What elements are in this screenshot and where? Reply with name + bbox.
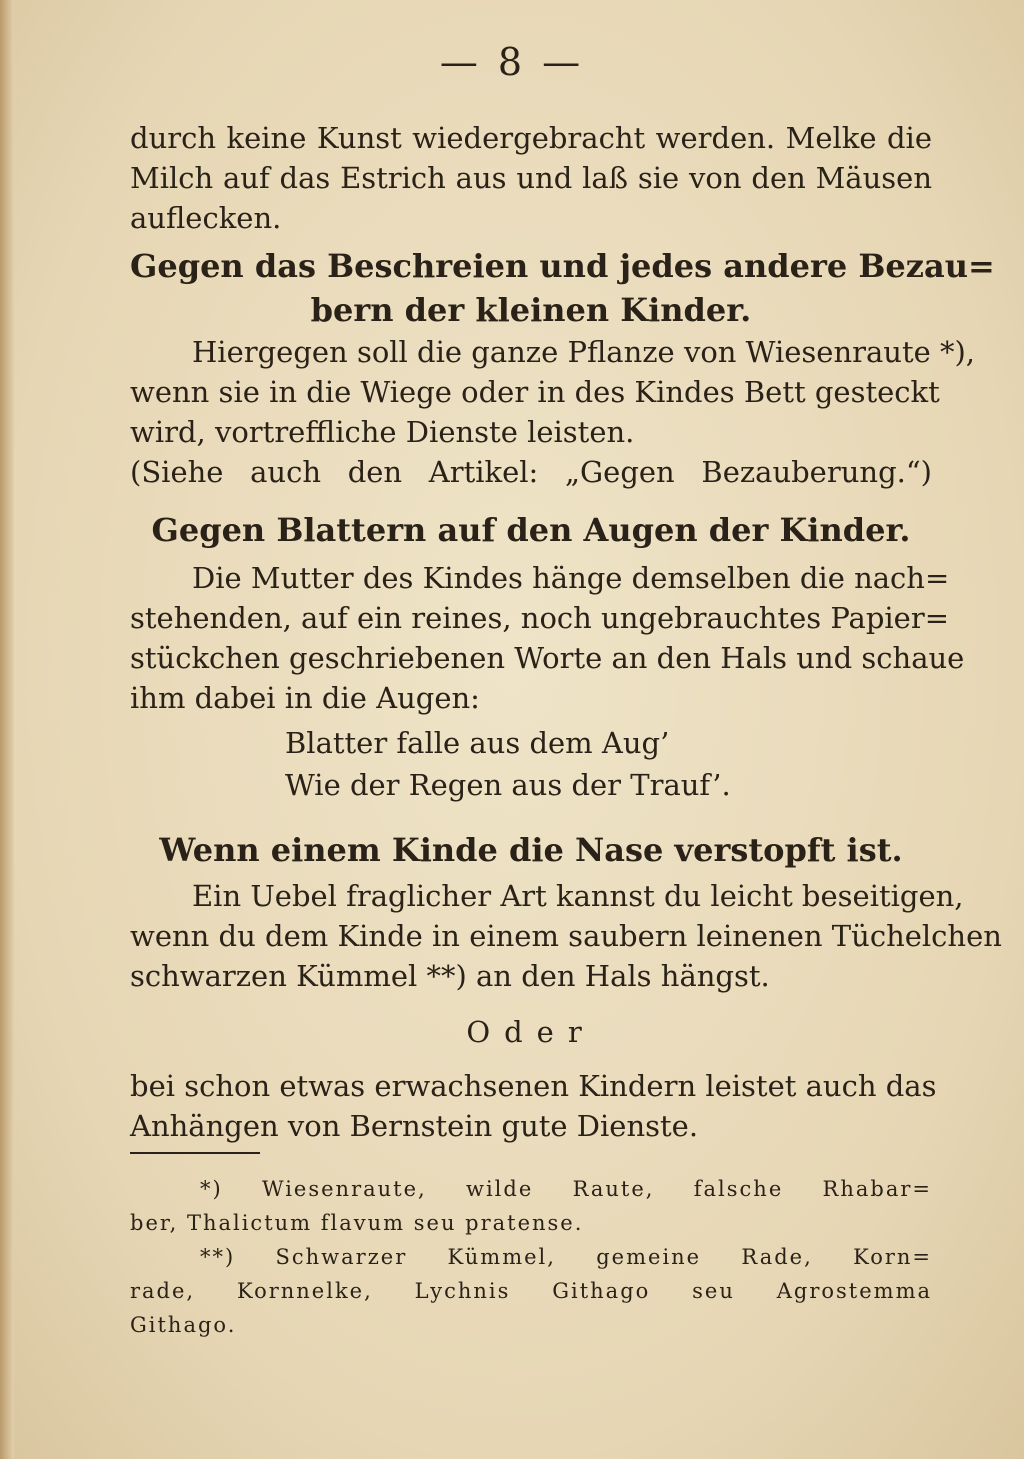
paragraph-nase	[130, 876, 1002, 996]
page-spine-shadow	[0, 0, 14, 1459]
page-number: — 8 —	[439, 40, 585, 84]
footnote-line: ber, Thalictum flavum seu pratense.	[130, 1211, 584, 1235]
text-line: wird, vortreffliche Dienste leisten.	[130, 415, 635, 449]
text-line: Anhängen von Bernstein gute Dienste.	[130, 1109, 699, 1143]
footnote-line: **) Schwarzer Kümmel, gemeine Rade, Korn=	[200, 1245, 932, 1269]
text-line: wenn du dem Kinde in einem saubern leinenen Tüchelchen	[130, 919, 1002, 953]
section-heading-blattern: Gegen Blattern auf den Augen der Kinder.	[151, 511, 911, 549]
heading-line: bern der kleinen Kinder.	[310, 291, 752, 329]
section-heading-beschreien	[130, 244, 995, 332]
text-line: wenn sie in die Wiege oder in des Kindes Bett gesteckt	[130, 375, 940, 409]
footnotes	[130, 1172, 932, 1342]
text-line: Die Mutter des Kindes hänge demselben die nach=	[192, 561, 950, 595]
verse-line: Wie der Regen aus der Trauf’.	[285, 768, 731, 802]
cross-reference-line: (Siehe auch den Artikel: „Gegen Bezauberung.“)	[130, 455, 932, 489]
text-line: Hiergegen soll die ganze Pflanze von Wiesenraute *),	[192, 335, 976, 369]
section-heading-nase: Wenn einem Kinde die Nase verstopft ist.	[159, 831, 903, 869]
text-line: stehenden, auf ein reines, noch ungebrauchtes Papier=	[130, 601, 950, 635]
paragraph-continuation	[130, 118, 932, 238]
page-body	[130, 118, 1002, 1146]
text-line: bei schon etwas erwachsenen Kindern leistet auch das	[130, 1069, 937, 1103]
oder-separator: Oder	[466, 1015, 596, 1049]
text-line: Ein Uebel fraglicher Art kannst du leicht beseitigen,	[192, 879, 964, 913]
text-line: stückchen geschriebenen Worte an den Hals und schaue	[130, 641, 965, 675]
paragraph-bernstein	[130, 1066, 937, 1146]
text-line: Milch auf das Estrich aus und laß sie von den Mäusen	[130, 161, 932, 195]
heading-line: Gegen das Beschreien und jedes andere Bezau=	[130, 247, 995, 285]
text-line: durch keine Kunst wiedergebracht werden. Melke die	[130, 121, 932, 155]
paragraph-wiesenraute	[130, 332, 976, 492]
footnote-line: rade, Kornnelke, Lychnis Githago seu Agrostemma	[130, 1279, 932, 1303]
footnote-line: *) Wiesenraute, wilde Raute, falsche Rhabar=	[200, 1177, 932, 1201]
paragraph-blattern	[130, 558, 965, 718]
verse-charm	[130, 722, 932, 806]
text-line: auflecken.	[130, 201, 282, 235]
verse-line: Blatter falle aus dem Aug’	[285, 726, 670, 760]
footnote-line: Githago.	[130, 1313, 237, 1337]
text-line: schwarzen Kümmel **) an den Hals hängst.	[130, 959, 770, 993]
footnote-rule	[130, 1152, 260, 1154]
text-line: ihm dabei in die Augen:	[130, 681, 480, 715]
